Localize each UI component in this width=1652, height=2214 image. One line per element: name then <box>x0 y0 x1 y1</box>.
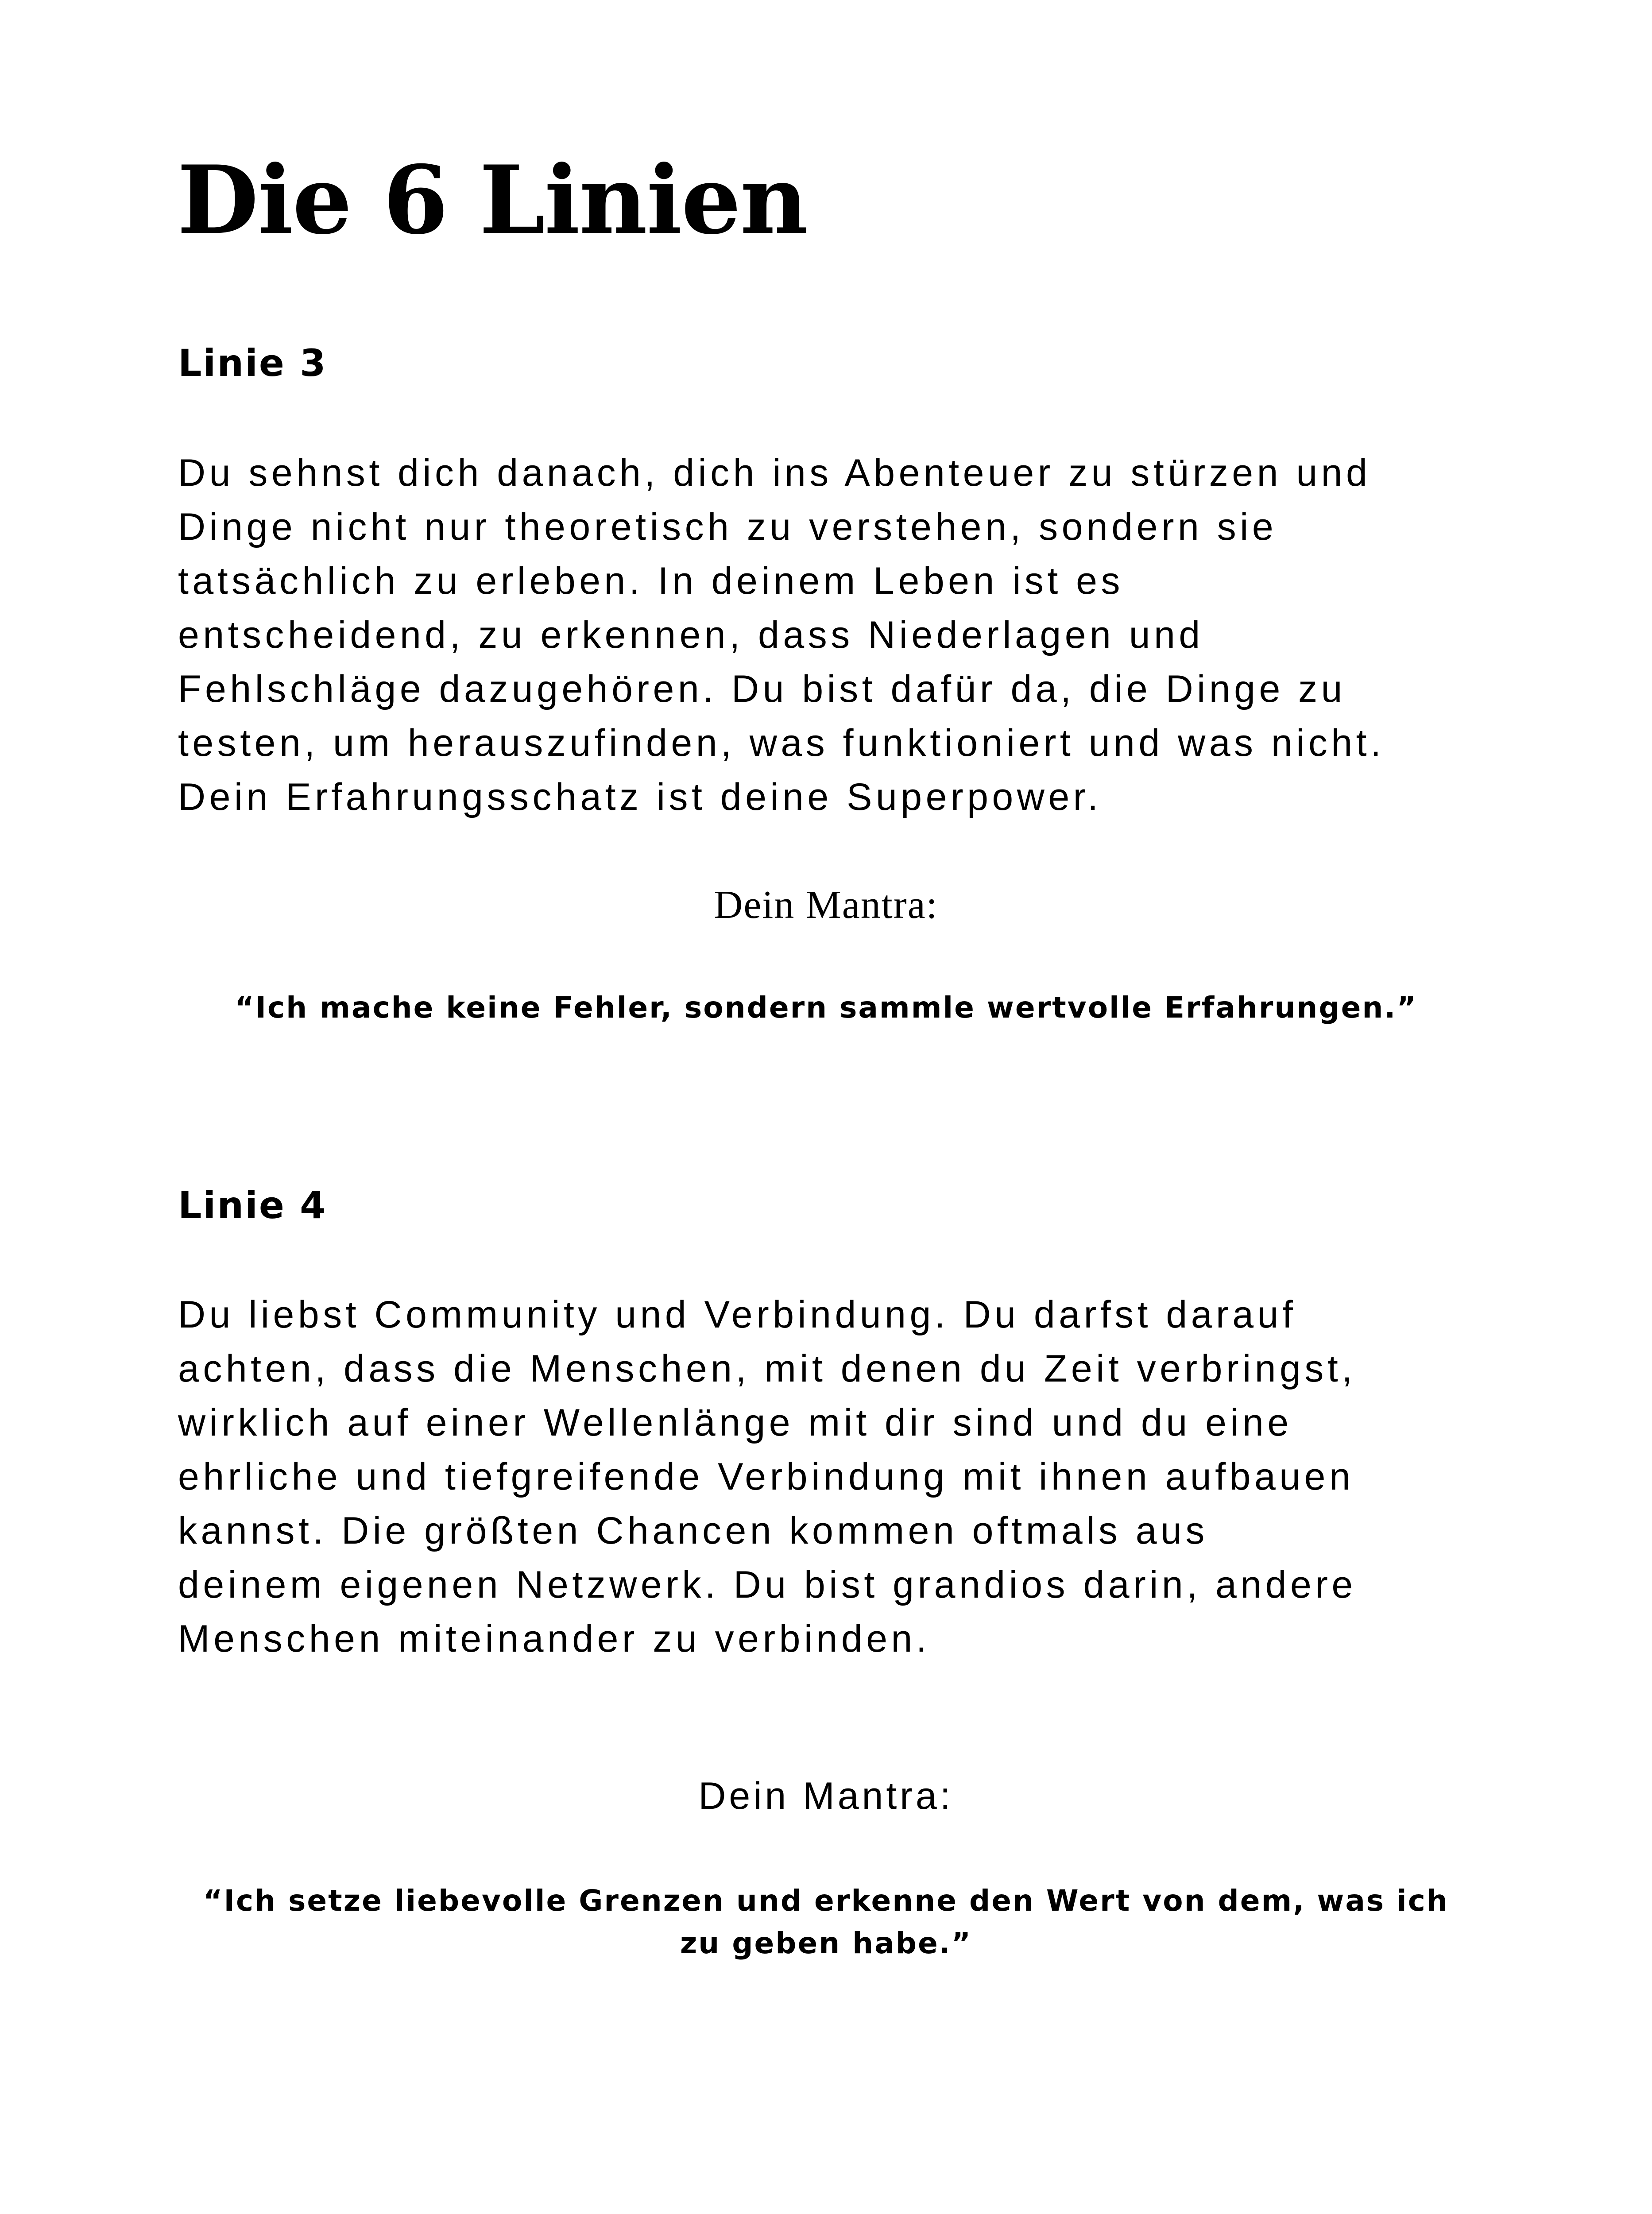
body-line: deinem eigenen Netzwerk. Du bist grandios darin, andere <box>178 1564 1357 1606</box>
body-line: tatsächlich zu erleben. In deinem Leben ist es <box>178 560 1124 602</box>
body-line: Menschen miteinander zu verbinden. <box>178 1618 931 1660</box>
body-line: Fehlschläge dazugehören. Du bist dafür da, die Dinge zu <box>178 668 1346 710</box>
section-body-linie-3 <box>178 446 1506 824</box>
body-line: testen, um herauszufinden, was funktioniert und was nicht. <box>178 722 1385 764</box>
body-line: achten, dass die Menschen, mit denen du Zeit verbringst, <box>178 1347 1356 1390</box>
body-line: wirklich auf einer Wellenlänge mit dir sind und du eine <box>178 1401 1292 1444</box>
body-line: Du sehnst dich danach, dich ins Abenteuer zu stürzen und <box>178 452 1371 494</box>
mantra-quote-line: “Ich mache keine Fehler, sondern sammle wertvolle Erfahrungen.” <box>235 991 1417 1025</box>
body-line: ehrliche und tiefgreifende Verbindung mit ihnen aufbauen <box>178 1455 1354 1498</box>
mantra-quote-line: “Ich setze liebevolle Grenzen und erkenne den Wert von dem, was ich <box>203 1884 1449 1918</box>
body-line: kannst. Die größten Chancen kommen oftmals aus <box>178 1510 1208 1552</box>
section-body-linie-4 <box>178 1288 1506 1666</box>
mantra-label-linie-3: Dein Mantra: <box>714 883 938 927</box>
body-line: entscheidend, zu erkennen, dass Niederlagen und <box>178 614 1204 656</box>
mantra-quote-linie-3 <box>0 987 1652 1029</box>
mantra-quote-line: zu geben habe.” <box>680 1926 972 1960</box>
mantra-label-linie-4: Dein Mantra: <box>698 1775 954 1817</box>
body-line: Du liebst Community und Verbindung. Du darfst darauf <box>178 1293 1297 1336</box>
section-heading-linie-4: Linie 4 <box>178 1184 327 1227</box>
body-line: Dein Erfahrungsschatz ist deine Superpower. <box>178 776 1102 818</box>
section-heading-linie-3: Linie 3 <box>178 341 327 385</box>
page-title: Die 6 Linien <box>177 145 808 255</box>
body-line: Dinge nicht nur theoretisch zu verstehen, sondern sie <box>178 506 1277 548</box>
mantra-quote-linie-4 <box>0 1880 1652 1965</box>
